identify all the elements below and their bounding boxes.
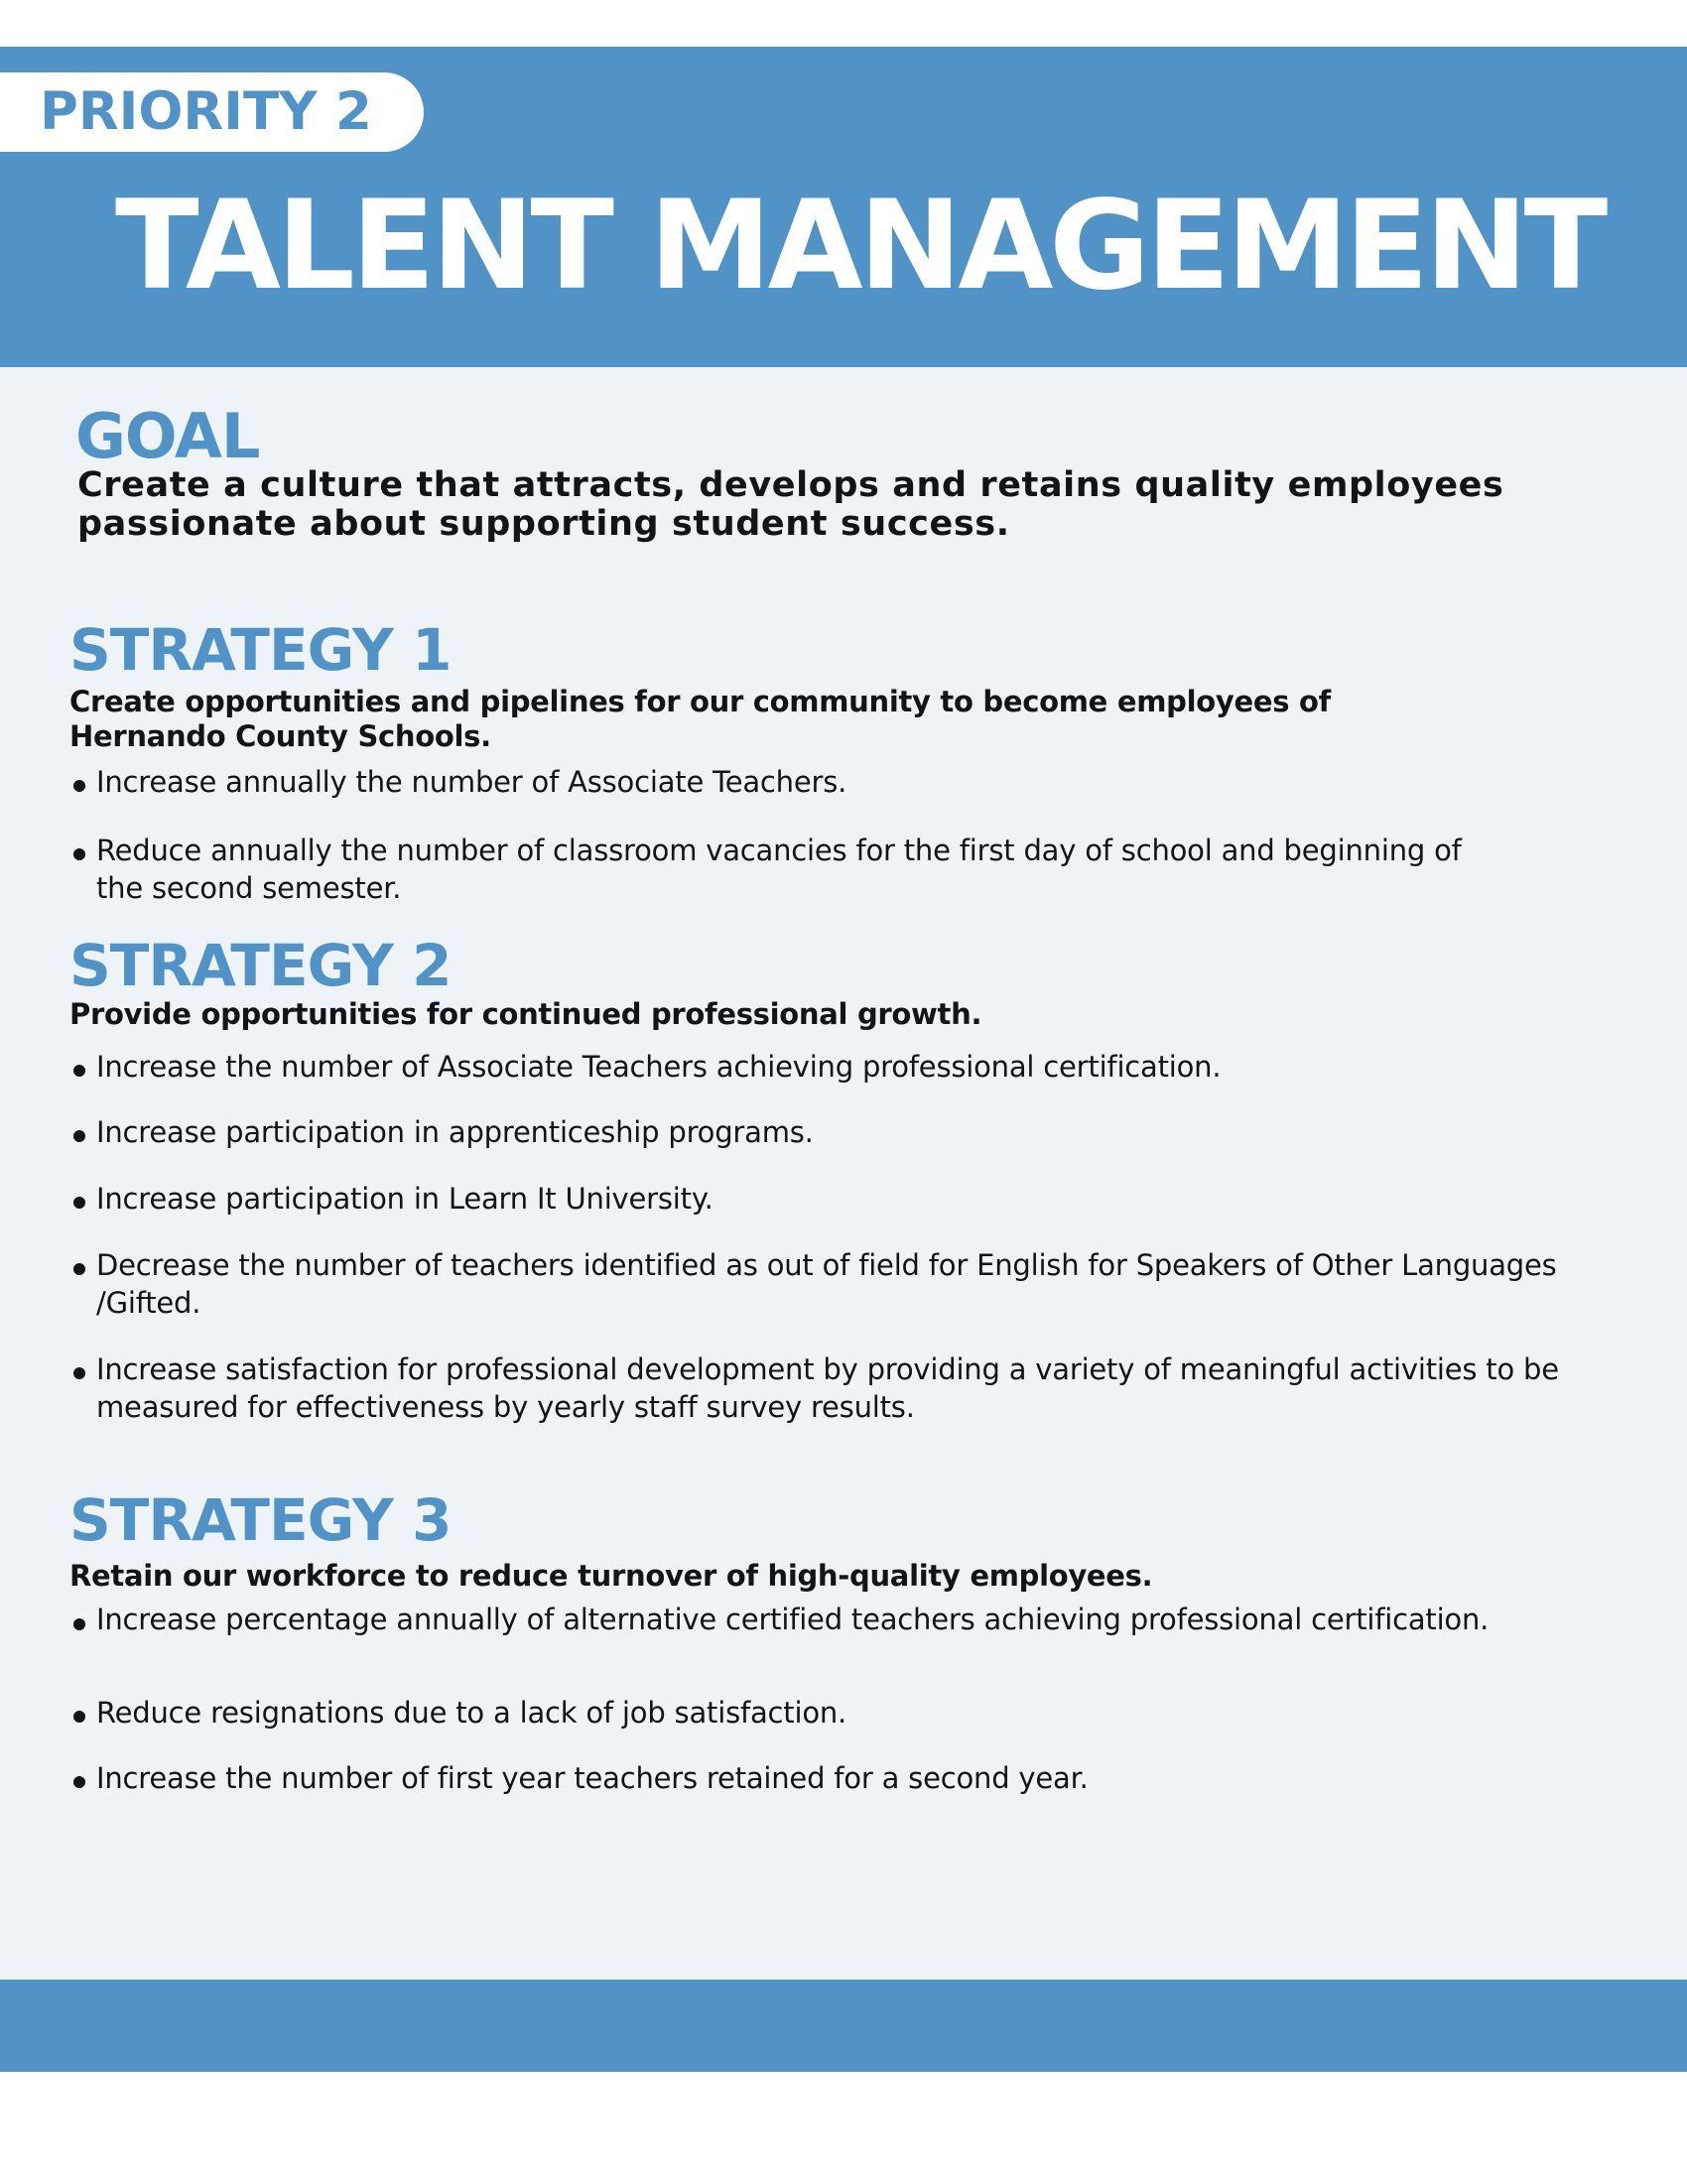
list-item [69,1694,1637,1732]
list-item [69,1113,1637,1151]
bullet-icon [73,1776,85,1788]
list-item [69,1602,1558,1637]
bullet-icon [73,1130,85,1142]
page-title: TALENT MANAGEMENT [115,175,1605,318]
bullet-icon [73,1197,85,1209]
content-panel [0,367,1687,1980]
list-item [69,832,1498,907]
bullet-icon [73,1263,85,1275]
footer-band [0,1980,1687,2072]
strategy-2-subtitle: Provide opportunities for continued professional growth. [69,997,982,1031]
goal-text: Create a culture that attracts, develops and retains quality employees passionate about supporting student success. [77,465,1504,544]
list-item [69,1350,1588,1426]
list-item [69,1048,1637,1086]
bullet-text: Increase participation in Learn It University. [96,1182,714,1216]
bullet-text: Increase the number of Associate Teachers achieving professional certification. [96,1050,1222,1084]
bullet-text: Reduce annually the number of classroom vacancies for the first day of school and beginning of the second semester. [96,834,1462,905]
bullet-text: Increase satisfaction for professional development by providing a variety of meaningful activities to be measured for effectiveness by yearly staff survey results. [96,1352,1559,1424]
goal-heading: GOAL [75,400,260,472]
bullet-icon [73,1618,85,1630]
bullet-text: Reduce resignations due to a lack of job satisfaction. [96,1696,847,1730]
bullet-icon [73,780,85,792]
list-item [69,1759,1637,1797]
bullet-text: Increase annually the number of Associate Teachers. [96,765,847,799]
priority-label: PRIORITY 2 [40,81,372,142]
list-item [69,1246,1637,1322]
strategy-1-subtitle: Create opportunities and pipelines for our community to become employees of Hernando County Schools. [69,685,1331,753]
bullet-text: Increase the number of first year teachers retained for a second year. [96,1761,1089,1795]
bullet-text: Decrease the number of teachers identified as out of field for English for Speakers of Other Languages /Gifted. [96,1248,1557,1320]
bullet-icon [73,1065,85,1077]
strategy-1-heading: STRATEGY 1 [69,616,452,684]
strategy-3-subtitle: Retain our workforce to reduce turnover of high-quality employees. [69,1559,1153,1593]
bullet-icon [73,1367,85,1379]
strategy-3-heading: STRATEGY 3 [69,1486,452,1554]
bullet-text: Increase percentage annually of alternative certified teachers achieving professional certification. [96,1603,1490,1636]
list-item [69,1180,1637,1218]
bullet-text: Increase participation in apprenticeship programs. [96,1115,814,1149]
strategy-2-heading: STRATEGY 2 [69,932,452,999]
bullet-icon [73,848,85,860]
list-item [69,763,1637,801]
bullet-icon [73,1711,85,1723]
